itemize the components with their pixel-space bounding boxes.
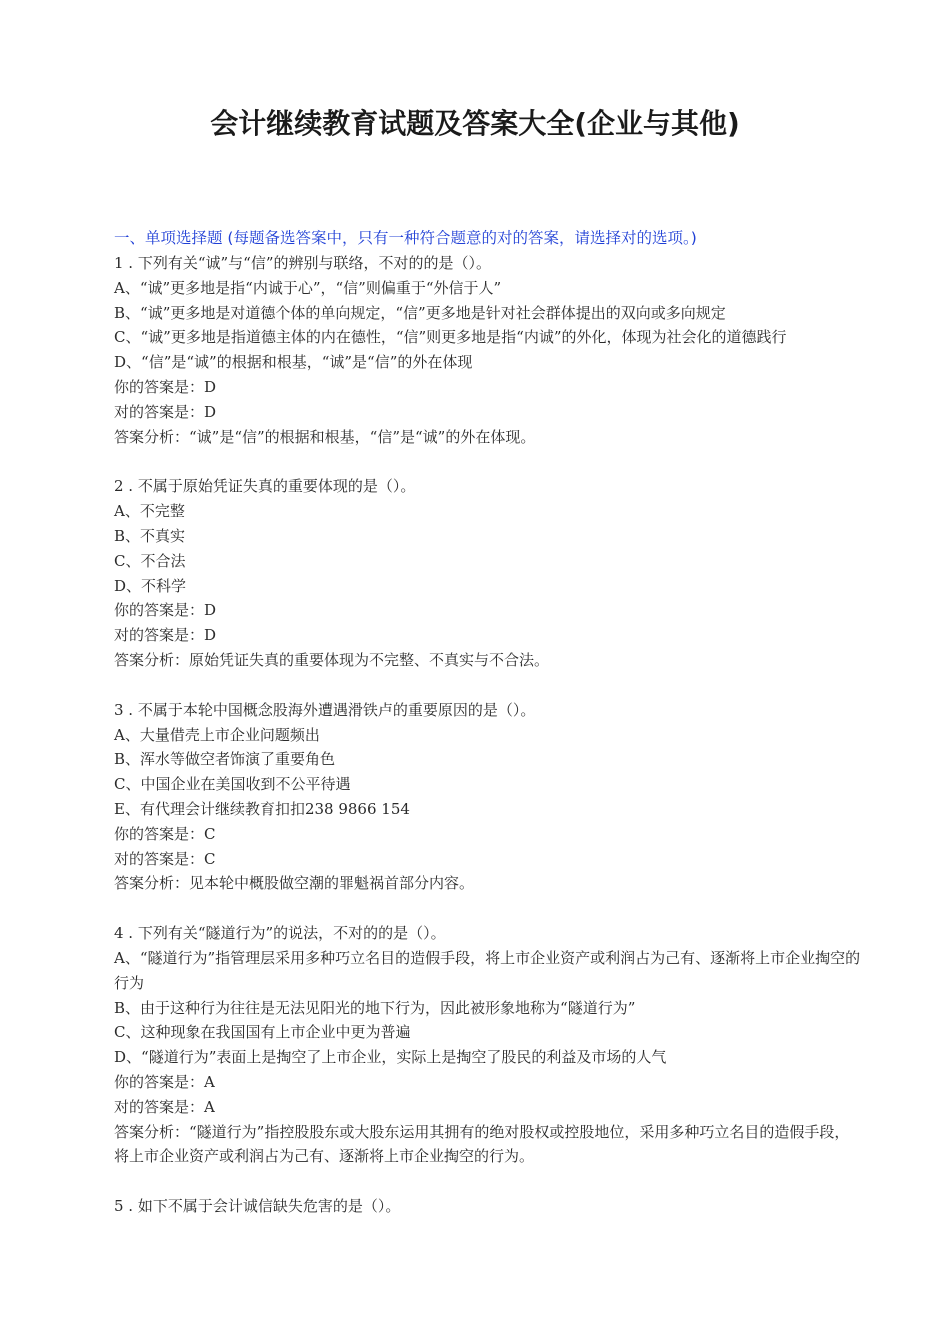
question-block <box>114 251 864 449</box>
question-line: 对的答案是：C <box>114 849 216 868</box>
question-line: 对的答案是：A <box>114 1097 215 1116</box>
question-block <box>114 474 864 672</box>
question-line: 你的答案是：A <box>114 1072 215 1091</box>
question-line: B、不真实 <box>114 526 186 545</box>
question-line: A、“隧道行为”指管理层采用多种巧立名目的造假手段，将上市企业资产或利润占为己有、逐渐将上市企业掏空的行为 <box>114 948 861 992</box>
question-line: A、大量借壳上市企业问题频出 <box>114 725 320 744</box>
question-line: B、“诚”更多地是对道德个体的单向规定，“信”更多地是针对社会群体提出的双向或多向规定 <box>114 303 726 322</box>
question-stem: 4 . 下列有关“隧道行为”的说法，不对的的是（）。 <box>114 924 446 943</box>
question-line: 答案分析：见本轮中概股做空潮的罪魁祸首部分内容。 <box>114 874 475 893</box>
question-block <box>114 1194 864 1219</box>
question-line: 对的答案是：D <box>114 402 217 421</box>
question-line: 答案分析：原始凭证失真的重要体现为不完整、不真实与不合法。 <box>114 650 550 669</box>
question-line: C、“诚”更多地是指道德主体的内在德性，“信”则更多地是指“内诚”的外化，体现为社会化的道德践行 <box>114 328 787 347</box>
question-block <box>114 921 864 1169</box>
question-line: 你的答案是：C <box>114 824 216 843</box>
question-line: 答案分析：“隧道行为”指控股股东或大股东运用其拥有的绝对股权或控股地位，采用多种巧立名目的造假手段，将上市企业资产或利润占为己有、逐渐将上市企业掏空的行为。 <box>114 1122 850 1166</box>
question-line: C、中国企业在美国收到不公平待遇 <box>114 775 351 794</box>
question-line: C、不合法 <box>114 551 186 570</box>
question-line: C、这种现象在我国国有上市企业中更为普遍 <box>114 1023 411 1042</box>
question-line: 对的答案是：D <box>114 626 217 645</box>
question-line: E、有代理会计继续教育扣扣238 9866 154 <box>114 799 410 818</box>
question-line: A、不完整 <box>114 502 185 521</box>
question-stem: 3 . 不属于本轮中国概念股海外遭遇滑铁卢的重要原因的是（）。 <box>114 700 536 719</box>
section-heading: 一、单项选择题 (每题备选答案中，只有一种符合题意的对的答案，请选择对的选项。) <box>114 229 697 247</box>
question-line: B、由于这种行为往往是无法见阳光的地下行为，因此被形象地称为“隧道行为” <box>114 998 636 1017</box>
question-line: D、“信”是“诚”的根据和根基，“诚”是“信”的外在体现 <box>114 353 473 372</box>
question-line: 答案分析：“诚”是“信”的根据和根基，“信”是“诚”的外在体现。 <box>114 427 536 446</box>
question-line: 你的答案是：D <box>114 601 217 620</box>
question-line: D、不科学 <box>114 576 187 595</box>
question-stem: 2 . 不属于原始凭证失真的重要体现的是（）。 <box>114 477 416 496</box>
question-stem: 5 . 如下不属于会计诚信缺失危害的是（）。 <box>114 1197 401 1216</box>
question-line: A、“诚”更多地是指“内诚于心”，“信”则偏重于“外信于人” <box>114 278 502 297</box>
question-line: B、浑水等做空者饰演了重要角色 <box>114 750 336 769</box>
question-block <box>114 698 864 896</box>
question-list <box>114 251 864 1219</box>
question-line: D、“隧道行为”表面上是掏空了上市企业，实际上是掏空了股民的利益及市场的人气 <box>114 1048 667 1067</box>
document-title: 会计继续教育试题及答案大全(企业与其他) <box>210 107 740 140</box>
question-line: 你的答案是：D <box>114 377 217 396</box>
question-stem: 1 . 下列有关“诚”与“信”的辨别与联络，不对的的是（）。 <box>114 254 492 272</box>
